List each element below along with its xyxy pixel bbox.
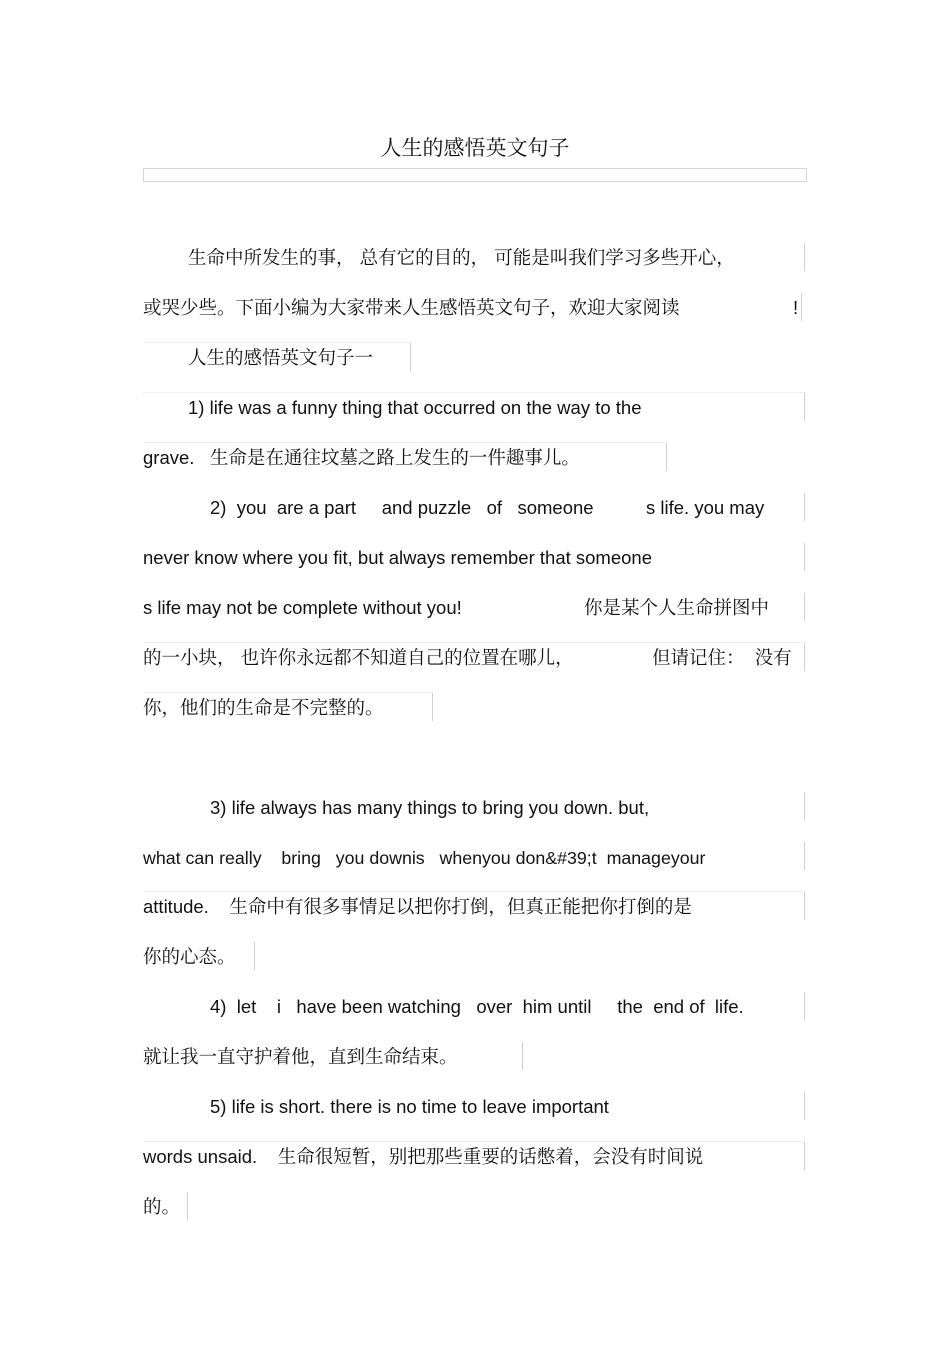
quote-2-line-5: 你，他们的生命是不完整的。 <box>143 697 384 718</box>
margin-tick <box>804 543 805 571</box>
margin-tick <box>804 1142 805 1170</box>
margin-tick <box>804 493 805 521</box>
margin-tick <box>804 842 805 870</box>
intro-line-2: 或哭少些。下面小编为大家带来人生感悟英文句子，欢迎大家阅读 <box>143 297 680 318</box>
margin-tick <box>804 393 805 421</box>
quote-4-line-2: 就让我一直守护着他，直到生命结束。 <box>143 1046 458 1067</box>
margin-tick <box>801 293 802 321</box>
guide-line <box>143 692 433 693</box>
margin-tick <box>804 792 805 820</box>
quote-2-line-3a: s life may not be complete without you! <box>143 597 462 618</box>
quote-5-line-3: 的。 <box>143 1196 181 1217</box>
quote-5-line-2: words unsaid. 生命很短暂，别把那些重要的话憋着，会没有时间说 <box>143 1146 704 1167</box>
guide-line <box>143 442 667 443</box>
quote-2-line-3b: 你是某个人生命拼图中 <box>584 597 770 618</box>
document-title: 人生的感悟英文句子 <box>380 136 570 160</box>
quote-1-line-2: grave. 生命是在通往坟墓之路上发生的一件趣事儿。 <box>143 447 580 468</box>
guide-line <box>143 342 411 343</box>
quote-5-line-1: 5) life is short. there is no time to leave important <box>210 1096 609 1117</box>
guide-line <box>143 891 805 892</box>
quote-3-line-1: 3) life always has many things to bring you down. but, <box>210 797 650 818</box>
title-divider <box>143 168 807 182</box>
margin-tick <box>410 343 411 371</box>
guide-line <box>143 1141 805 1142</box>
quote-4-line-1: 4) let i have been watching over him until the end of life. <box>210 996 744 1017</box>
margin-tick <box>804 593 805 621</box>
intro-line-2-end: ! <box>793 297 799 318</box>
margin-tick <box>432 693 433 721</box>
margin-tick <box>187 1192 188 1220</box>
margin-tick <box>666 443 667 471</box>
quote-3-line-3: attitude. 生命中有很多事情足以把你打倒，但真正能把你打倒的是 <box>143 896 692 917</box>
margin-tick <box>804 1092 805 1120</box>
margin-tick <box>254 942 255 970</box>
quote-2-line-2: never know where you fit, but always remember that someone <box>143 547 652 568</box>
margin-tick <box>804 243 805 271</box>
margin-tick <box>804 643 805 671</box>
quote-2-line-4a: 的一小块， 也许你永远都不知道自己的位置在哪儿， <box>143 647 574 668</box>
quote-1-line-1: 1) life was a funny thing that occurred on the way to the <box>188 397 642 418</box>
margin-tick <box>522 1042 523 1070</box>
quote-3-line-4: 你的心态。 <box>143 946 236 967</box>
guide-line <box>143 392 805 393</box>
section-heading: 人生的感悟英文句子一 <box>188 347 374 368</box>
quote-3-line-2: what can really bring you downis whenyou don&#39;t manageyour <box>143 848 706 868</box>
intro-line-1: 生命中所发生的事， 总有它的目的， 可能是叫我们学习多些开心， <box>188 247 735 268</box>
quote-2-line-4b: 但请记住： 没有 <box>652 647 792 668</box>
quote-2-line-1a: 2) you are a part and puzzle of someone <box>210 497 594 518</box>
quote-2-line-1b: s life. you may <box>646 497 765 518</box>
margin-tick <box>804 892 805 920</box>
guide-line <box>143 642 805 643</box>
margin-tick <box>804 992 805 1020</box>
